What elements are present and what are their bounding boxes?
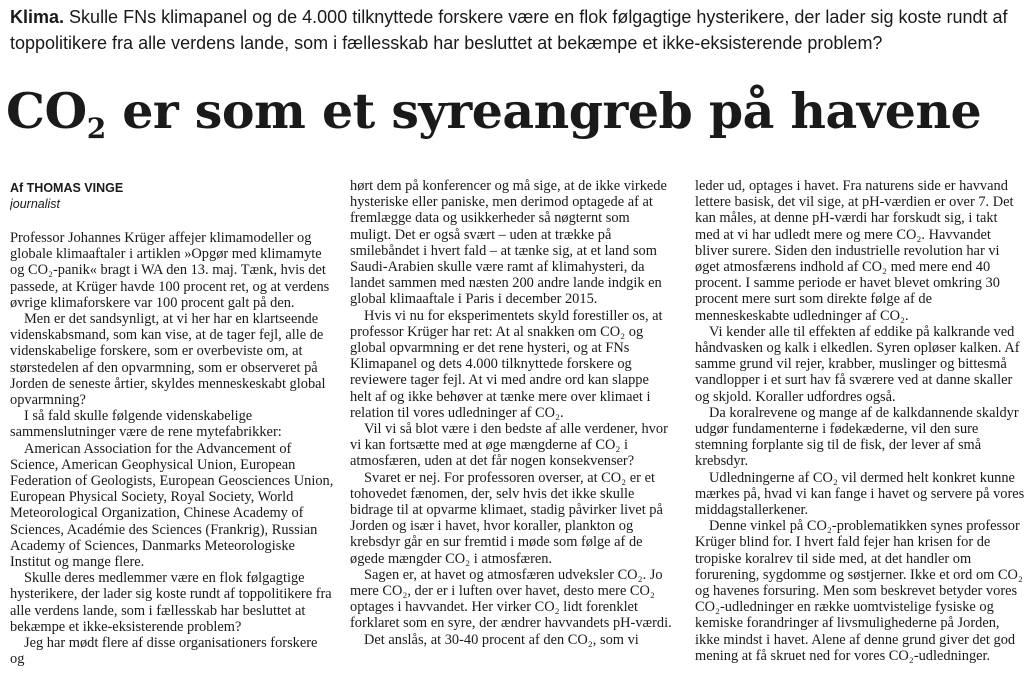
paragraph: American Association for the Advancement of Science, American Geophysical Union, European Federation of Geologists, European Geosciences Union, European Physical Society, Royal Society, World Meteorological Organization, Chinese Academy of Sciences, Académie des Sciences (Frankrig), Russian Academy of Sciences, Danmarks Meteorologiske Institut og mange flere. [10,440,334,571]
paragraph: I så fald skulle følgende videnskabelige sammenslutninger være de rene mytefabrikker: [10,408,282,441]
kicker-text: Skulle FNs klimapanel og de 4.000 tilknyttede forskere være en flok følgagtige hysterikere, der lader sig koste rundt af toppolitikere fra alle verdens lande, som i fællesskab har besluttet at bekæmpe et ikke-eksisterende problem? [10,7,1008,53]
paragraph: Vi kender alle til effekten af eddike på kalkrande ved håndvasken og kalk i elkedlen. Syren opløser kalken. Af samme grund vil rejer, krabber, muslinger og bittesmå vandlopper i et surt hav få sværere ved at danne skaller og skjold. Koraller udfordres også. [695,323,1020,405]
kicker-label: Klima. [10,7,65,27]
headline-subscript: 2 [86,112,106,145]
kicker [10,4,1022,56]
article-column-1 [10,180,335,687]
headline-part1: CO [6,82,87,140]
paragraph: Da koralrevene og mange af de kalkdannende skaldyr udgør fundamenterne i fødekæderne, vil den sure stemning forplante sig til de fisk, der lever af små krebsdyr. [695,404,1019,470]
paragraph: Svaret er nej. For professoren overser, at CO₂ er et tohovedet fænomen, der, selv hvis det ikke skulle bidrage til at opvarme klimaet, stadig påvirker livet på Jorden og især i havet, hvor koraller, plankton og krebsdyr går en sur fremtid i møde som følge af de øgede mængder CO₂ i atmosfæren. [350,469,663,567]
paragraph: Hvis vi nu for eksperimentets skyld forestiller os, at professor Krüger har ret: At al snakken om CO₂ og global opvarmning er det rene hysteri, og at FNs Klimapanel og dets 4.000 tilknyttede forskere og reviewere tager fejl. At vi med andre ord kan slappe helt af og ikke behøver at tænke mere over klimaet i relation til vores udledninger af CO₂. [350,307,663,421]
paragraph: Det anslås, at 30-40 procent af den CO₂, som vi [364,631,639,648]
paragraph: hørt dem på konferencer og må sige, at de ikke virkede hysteriske eller paniske, men derimod optagede af at fremlægge data og usikkerheder så nøgternt som muligt. Det er også svært – uden at trække på smilebåndet i hvert fald – at tænke sig, at et land som Saudi-Arabien skulle være ramt af klimahysteri, da landet sammen med næsten 200 andre lande indgik en global klimaaftale i Paris i december 2015. [350,178,667,308]
paragraph: Jeg har mødt flere af disse organisationers forskere og [10,635,318,668]
paragraph: Skulle deres medlemmer være en flok følgagtige hysterikere, der lader sig koste rundt af toppolitikere fra alle verdens lande, som i fællesskab har besluttet at bekæmpe et ikke-eksisterende problem? [10,570,332,635]
paragraph: Denne vinkel på CO₂-problematikken synes professor Krüger blind for. I hvert fald fejer han krisen for de tropiske koralrev til side med, at det handler om forurening, sygdomme og søstjerner. Ikke et ord om CO₂ og havenes forsuring. Men som beskrevet betyder vores CO₂-udledninger en række uomtvistelige fysiske og kemiske forandringer af livsmulighederne på Jorden, ikke mindst i havet. Alene af denne grund giver det god mening at få skruet ned for vores CO₂-udledninger. [695,518,1023,664]
article-column-3 [695,178,1025,685]
paragraph: Sagen er, at havet og atmosfæren udveksler CO₂. Jo mere CO₂, der er i luften over havet, desto mere CO₂ optages i havvandet. Her virker CO₂ lidt forenklet forklaret som en syre, der ændrer havvandets pH-værdi. [350,566,672,632]
byline-author: Af THOMAS VINGE [10,181,124,195]
paragraph: Vil vi så blot være i den bedste af alle verdener, hvor vi kan fortsætte med at øge mængderne af CO₂ i atmosfæren, uden at det får nogen konsekvenser? [350,421,668,470]
article-column-2 [350,178,672,685]
headline-part2: er som et syreangreb på havene [105,82,982,140]
paragraph: Udledningerne af CO₂ vil dermed helt konkret kunne mærkes på, hvad vi kan fange i havet og servere på vores middagstallerkener. [695,469,1025,519]
paragraph: leder ud, optages i havet. Fra naturens side er havvand lettere basisk, det vil sige, at pH-værdien er over 7. Det kan måles, at denne pH-værdi har forskudt sig, i takt med at vi har udledt mere og mere CO₂. Havvandet bliver surere. Siden den industrielle revolution har vi øget atmosfærens indhold af CO₂ med mere end 40 procent. I samme periode er havet blevet omkring 30 procent mere surt som direkte følge af de menneskeskabte udledninger af CO₂. [695,178,1014,324]
byline-role: journalist [10,197,61,211]
paragraph: Professor Johannes Krüger affejer klimamodeller og globale klimaaftaler i artiklen »Opgør med klimamyte og CO₂-panik« bragt i WA den 13. maj. Tænk, hvis det passede, at Krüger havde 100 procent ret, og at verdens øvrige klimaforskere var 100 procent galt på den. [10,230,330,311]
paragraph: Men er det sandsynligt, at vi her har en klartseende videnskabsmand, som kan vise, at de tager fejl, alle de videnskabelige forskere, som er overbeviste om, at størstedelen af den opvarmning, som er observeret på Jorden de seneste årtier, skyldes menneskeskabt global opvarmning? [10,311,326,409]
headline [6,82,1026,145]
